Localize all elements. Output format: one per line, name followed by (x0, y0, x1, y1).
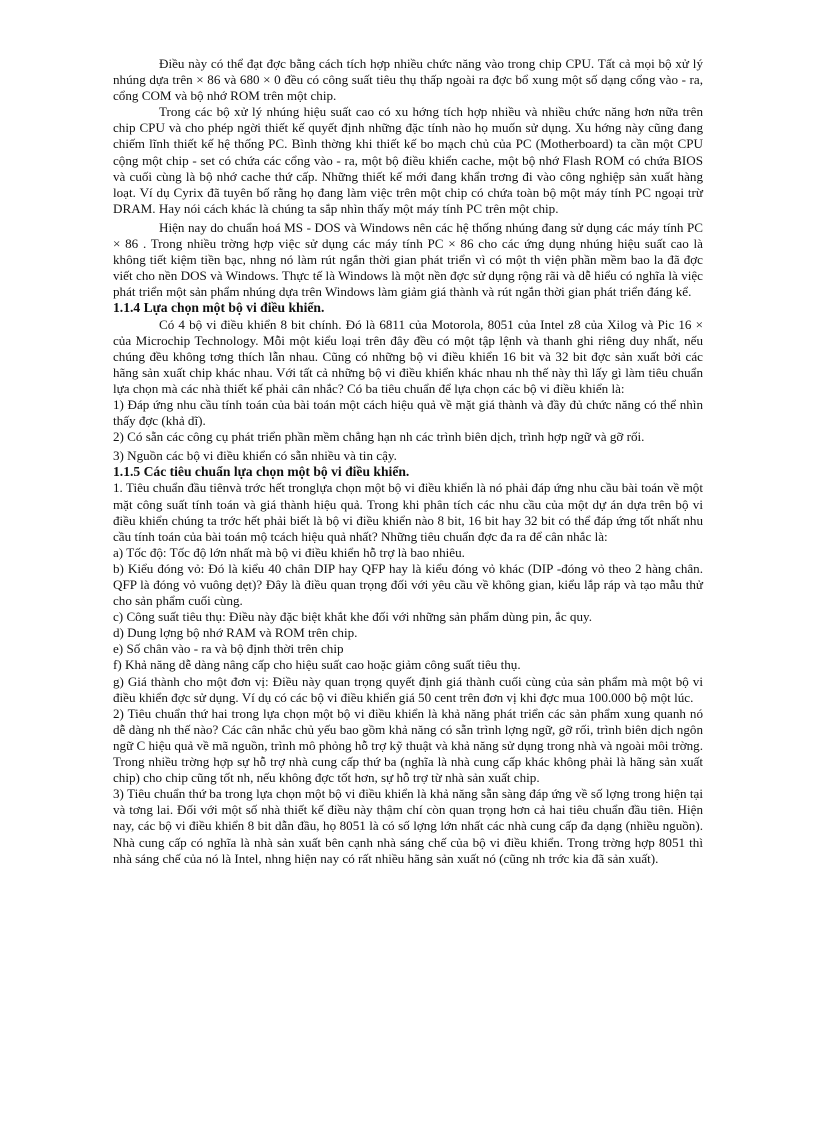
list-item-a: a) Tốc độ: Tốc độ lớn nhất mà bộ vi điều khiển hỗ trợ là bao nhiêu. (113, 544, 465, 560)
section-heading-1-1-4: 1.1.4 Lựa chọn một bộ vi điều khiển. (113, 300, 325, 316)
paragraph-microcontrollers: Có 4 bộ vi điều khiển 8 bit chính. Đó là 6811 của Motorola, 8051 của Intel z8 của Xilog và Pic 16 × của Microchip Technology. Mỗi một kiểu loại trên đây đều có một tập lệnh và thanh ghi riêng duy nhất, nếu chúng đều không tơng thích lẫn nhau. Cũng có những bộ vi điều khiển 16 bit và 32 bit đợc sản xuất bởi các hãng sản xuất chip khác nhau. Với tất cả những bộ vi điều khiển khác nhau nh thế này thì lấy gì làm tiêu chuẩn lựa chọn mà các nhà thiết kế phải cân nhắc? Có ba tiêu chuẩn để lựa chọn các bộ vi điều khiển là: (113, 316, 703, 396)
list-item-f: f) Khả năng dễ dàng nâng cấp cho hiệu suất cao hoặc giảm công suất tiêu thụ. (113, 657, 521, 673)
paragraph-third-criterion: 3) Tiêu chuẩn thứ ba trong lựa chọn một bộ vi điều khiển là khả năng sẵn sàng đáp ứng về số lợng trong hiện tại và tơng lai. Đối với một số nhà thiết kế điều này thậm chí còn quan trọng hơn cả hai tiêu chuẩn đầu tiên. Hiện nay, các bộ vi điều khiển 8 bit dẫn đầu, họ 8051 là có số lợng lớn nhất các nhà cung cấp đa dạng (nhiều nguồn). Nhà cung cấp có nghĩa là nhà sản xuất bên cạnh nhà sáng chế của bộ vi điều khiển. Trong trờng hợp 8051 thì nhà sáng chế của nó là Intel, nhng hiện nay có rất nhiều hãng sản xuất nó (cũng nh trớc kia đã sản xuất). (113, 786, 703, 866)
criterion-item-2: 2) Có sẵn các công cụ phát triển phần mềm chẳng hạn nh các trình biên dịch, trình hợp ngữ và gỡ rối. (113, 429, 645, 445)
paragraph-ms-dos-windows: Hiện nay do chuẩn hoá MS - DOS và Windows nên các hệ thống nhúng đang sử dụng các máy tính PC × 86 . Trong nhiều trờng hợp việc sử dụng các máy tính PC × 86 cho các ứng dụng nhúng hiệu suất cao là không tiết kiệm tiền bạc, nhng nó làm rút ngắn thời gian phát triển vì có một th viện phần mềm bao la đã đợc viết cho nền DOS và Windows. Thực tế là Windows là một nền đợc sử dụng rộng rãi và dễ hiểu có nghĩa là việc phát triển một sản phẩm nhúng dựa trên Windows làm giảm giá thành và rút ngắn thời gian phát triển đáng kể. (113, 219, 703, 300)
paragraph-intro: Điều này có thể đạt đợc bằng cách tích hợp nhiều chức năng vào trong chip CPU. Tất cả mọi bộ xử lý nhúng dựa trên × 86 và 680 × 0 đều có công suất tiêu thụ thấp ngoài ra đợc bổ xung một số dạng cổng vào - ra, cổng COM và bộ nhớ ROM trên một chip. (113, 56, 703, 104)
paragraph-second-criterion: 2) Tiêu chuẩn thứ hai trong lựa chọn một bộ vi điều khiển là khả năng phát triển các sản phẩm xung quanh nó dễ dàng nh thế nào? Các cân nhắc chủ yếu bao gồm khả năng có sẵn trình lợng ngữ, gỡ rối, trình biên dịch ngôn ngữ C hiệu quả về mã nguồn, trình mô phỏng hỗ trợ kỹ thuật và khả năng sử dụng trong nhà và ngoài môi trờng. Trong nhiều trờng hợp sự hỗ trợ nhà cung cấp thứ ba (nghĩa là nhà cung cấp khác không phải là hãng sản xuất chip) cho chip cũng tốt nh, nếu không đợc tốt hơn, sự hỗ trợ từ nhà sản xuất chip. (113, 705, 703, 786)
list-item-d: d) Dung lợng bộ nhớ RAM và ROM trên chip. (113, 625, 358, 641)
list-item-g: g) Giá thành cho một đơn vị: Điều này quan trọng quyết định giá thành cuối cùng của sản phẩm mà một bộ vi điều khiển đợc sử dụng. Ví dụ có các bộ vi điều khiển giá 50 cent trên đơn vị khi đợc mua 100.000 bộ một lúc. (113, 673, 703, 705)
paragraph-first-criterion: 1. Tiêu chuẩn đầu tiênvà trớc hết tronglựa chọn một bộ vi điều khiển là nó phải đáp ứng nhu cầu bài toán về một mặt công suất tính toán và giá thành hiệu quả. Trong khi phân tích các nhu cầu của một dự án dựa trên bộ vi điều khiển chúng ta trớc hết phải biết là bộ vi điều khiển nào 8 bit, 16 bit hay 32 bit có thể đáp ứng tốt nhất nhu cầu tính toán của bài toán mộ tcách hiệu quả nhất? Những tiêu chuẩn đợc đa ra để cân nhắc là: (113, 480, 703, 544)
list-item-c: c) Công suất tiêu thụ: Điều này đặc biệt khắt khe đối với những sản phẩm dùng pin, ắc quy. (113, 609, 592, 625)
criterion-item-1: 1) Đáp ứng nhu cầu tính toán của bài toán một cách hiệu quả về mặt giá thành và đầy đủ chức năng có thể nhìn thấy đợc (khả dĩ). (113, 396, 703, 429)
paragraph-embedded-trend: Trong các bộ xử lý nhúng hiệu suất cao có xu hớng tích hợp nhiều và nhiều chức năng hơn nữa trên chip CPU và cho phép ngời thiết kế quyết định những đặc tính nào họ muốn sử dụng. Xu hớng này cũng đang chiếm lĩnh thiết kế hệ thống PC. Bình thờng khi thiết kế bo mạch chủ của PC (Motherboard) ta cần một CPU cộng một chip - set có chứa các cổng vào - ra, một bộ điều khiển cache, một bộ nhớ Flash ROM có chứa BIOS và cuối cùng là bộ nhớ cache thứ cấp. Những thiết kế mới đang khẩn trơng đi vào công nghiệp sản xuất hàng loạt. Ví dụ Cyrix đã tuyên bố rằng họ đang làm việc trên một chip có chứa toàn bộ một máy tính PC ngoại trừ DRAM. Hay nói cách khác là chúng ta sắp nhìn thấy một máy tính PC trên một chip. (113, 104, 703, 216)
document-page (113, 56, 703, 867)
list-item-b: b) Kiểu đóng vỏ: Đó là kiểu 40 chân DIP hay QFP hay là kiểu đóng vỏ khác (DIP -đóng vỏ theo 2 hàng chân. QFP là đóng vỏ vuông dẹt)? Đây là điều quan trọng đối với yêu cầu về không gian, kiểu lắp ráp và tạo mẫu thử cho sản phẩm cuối cùng. (113, 560, 703, 609)
criterion-item-3: 3) Nguồn các bộ vi điều khiển có sẵn nhiều và tin cậy. (113, 448, 397, 464)
section-heading-1-1-5: 1.1.5 Các tiêu chuẩn lựa chọn một bộ vi điều khiển. (113, 464, 410, 480)
list-item-e: e) Số chân vào - ra và bộ định thời trên chip (113, 641, 344, 657)
